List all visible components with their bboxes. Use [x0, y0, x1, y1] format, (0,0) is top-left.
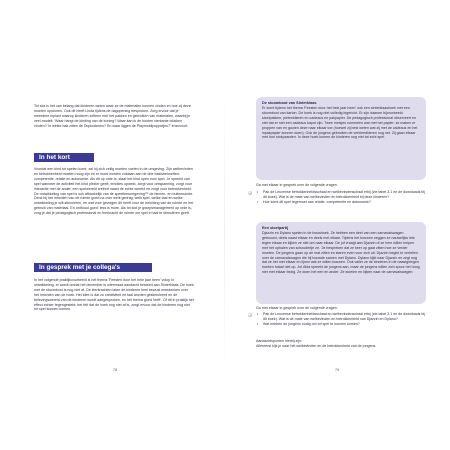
- box-text-stoelpartij: Djazzin en Dylano spelen in de bouwhoek. Ze hebben een deel van een carnavalswagen gebouwd, deels naast elkaar en deels met elkaar. Tijdens het bouwen zeggen ze nauwelijks iets tegen elkaar en kijken ze niet om naar elkaar. De juf vraagt aan Djazzin of ze hem willen helpen met het ophalen van schoudertje ze. 'Je bespreken dat ze keer op gaat zitten hoe ze verder moeten. De jongens gaan op de mat zitten en staren even voor zich uit. Djazzin begint te vertellen over de carnavalswagen die hij bouwde samen met Dylano. Dylano kijkt naar Djazzin en zegt nog dat ze het met elkaar en lijnen wat ze willen bouwen. Ook valler ze de kinderen in de naastgelegen hoeken totaal niet op. Juf Alda spreekt de jongens aan, maar de jongens willen zich spoor het hoog niet met elkaar bezig. Ze doen het een en ander. Ze stoeien en kijken naar de carnavalswagen.: [262, 231, 420, 275]
- heading-in-gesprek: In gesprek met je collega's: [34, 263, 152, 272]
- attention-heading: Aandachtspunten hierbij zijn:: [256, 339, 302, 343]
- page-number-left: 78: [113, 368, 117, 372]
- case-box-stoelpartij: [256, 222, 426, 304]
- page-number-right: 79: [335, 368, 339, 372]
- question-item: • Wat hebben de jongens nodig om tot spel te kunnen komen?: [256, 322, 426, 327]
- questions-list-2: [256, 312, 426, 327]
- box-title-stoomboot: De stoomboot van Sinterklaas: [262, 101, 317, 105]
- question-item: • Pak de Leuvense betrokkenheidsschaal en welbevindenschaal erbij (zie tabel 3.1 en de downloads bij dit boek). Wat is de mate van welbevinden en betrokkenheid van Djazzin en Dylano?: [256, 312, 426, 322]
- attention-text: Allereerst kijk je naar het welbevinden en de betrokkenheid van de jongens.: [256, 344, 377, 348]
- questions-intro-1: Ga met elkaar in gesprek over de volgende vragen.: [256, 183, 338, 187]
- heading-in-het-kort: In het kort: [34, 153, 94, 162]
- questions-list-1: [256, 190, 426, 205]
- kort-paragraph: Voordat een kind tot spelen komt, zal hij zich veilig moeten voelen in de omgeving. Zijn welbevinden en betrokkenheid moeten hoog zijn en er moet worden voldaan aan de drie basisbehoeften: competentie, relatie en autonomie. Als dit op orde is, staat het kind open voor spel. Je spreekt van spel wanneer de activiteit het kind plezier geeft, emoties opwekt, zorgt voor ontspanning, zorgt voor interactie met de ander, een spelwereld creëert naast de echte wereld en zorgt voor betrokkenheid. De ontwikkeling van spel is ook afhankelijk van de speelleeromgeving™ de binnen- en buitenruimte. Denk bij het inrichten van de ruimte goed na over welk gedrag, welk spel, welke taal en welke ontwikkeling je wilt stimuleren, en wat voor gevolgen dit heeft voor de inrichting van de ruimte en het gebruik van materiaal. En onthoud goed: less is more. Als tot slot je groepsmanagement op orde is, zorg je dat je pedagogisch professional en leerkracht de ruimte om spel in taal te stimuleren geeft.: [34, 167, 194, 216]
- questions-intro-2: Ga met elkaar in gesprek over de volgende vragen.: [256, 306, 338, 310]
- question-item: • Hoe komt dit spel tegemoet aan relatie, competentie en autonomie?: [256, 200, 426, 205]
- intro-paragraph: Tot slot is het van belang dat kinderen weten waar ze de materialen kunnen vinden en hoe zij deze moeten opruimen. Ook dit heeft Linda tijdens de dagopening besproken. Zorg ervoor dat je meerdere inplant waarop kinderen zelfeen met het pakken en gebruiken van materialen, waarbij je veel modelt: 'Waar hangt de kleding van de koning? Waar kan ik de houten vierkante blokken vinden?' In welke bak zitten de Duplostenen? En waar liggen de Playmobilpoppetjes?' enzovoort.: [34, 104, 191, 128]
- question-item: • Pak de Leuvense betrokkenheidsschaal en welbevindenschaal erbij (zie tabel 3.1 en de downloads bij dit boek). Wat is de mate van welbevinden en betrokkenheid bij deze kinderen?: [256, 190, 426, 200]
- case-box-stoomboot: [256, 97, 426, 180]
- box-title-stoelpartij: Een stoelpartij: [262, 226, 289, 230]
- box-text-stoomboot: Er komt tijdens het thema 'Feesten door het hele jaar heen' ook een sinterklaashoek met een stoomboot van karton. De hoek is nog niet volledig ingericht. Er zijn daarom bijvoorbeeld stoelpakken, pietenklieren en cadeaus en pakpapier. De pedagogisch professional observeert en ziet dat er niet een cadeaus kapot zijn. Twee meisjes rommelen wat met het papier: ze maken er proppen van en gooien deze naar elkaar toe (hoewel zij best weten wat zij met de cadeaus en het inpakpapier kunnen doen). Ook de jongens gebruiken de verkleedkleren nog net. Zij gaan elkaar met hun stokpaarden. In deze hoek komen de kinderen nog niet tot echt spel.: [262, 106, 418, 140]
- gesprek-paragraph: In het volgende praktijkvoorbeeld is het thema 'Feesten door het hele jaar heen' volop in ontwikkeling, er wordt omdat het december is uitermaad aandacht besteed aan Sinterklaas. De hoek met de stoomboot is nog niet af. De leerkrachten laten de kinderen heel bewust meedenken over het inrichten van de hoek. Het idee is dat zo creativiteit en taal worden gestimuleerd en de belevingswereld van de kinderen wordt aangesproken, en het thema goed 'leeft'. Of dit in praktijk het effect echter tegengesteld: het feit dat de hoek nog niet af is, zorgt ervoor dat de kinderen nog niet tot spel kunnen komen.: [34, 278, 194, 312]
- discussion-dot-icon: [248, 191, 252, 195]
- discussion-dot-icon: [248, 313, 252, 317]
